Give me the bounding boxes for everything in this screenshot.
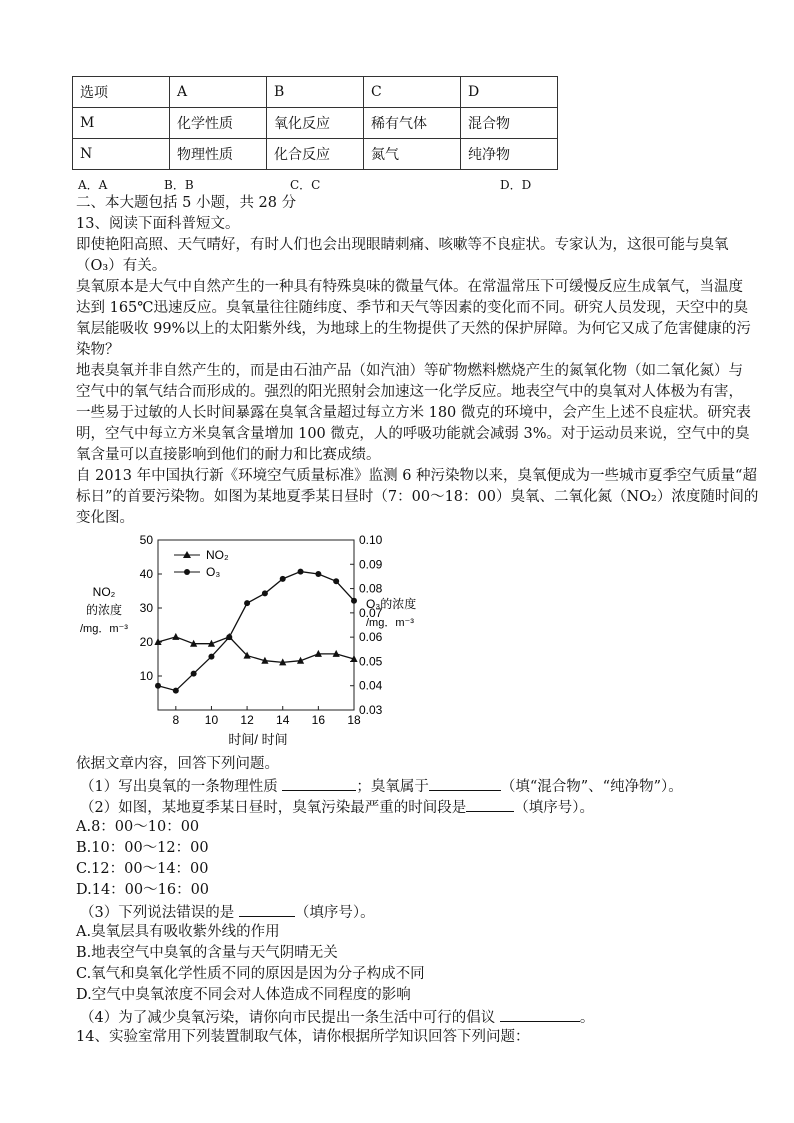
section-heading: 二、本大题包括 5 小题，共 28 分	[76, 195, 297, 211]
left-tick-label: 50	[139, 533, 153, 547]
question-1-part-c: （填“混合物”、“纯净物”）。	[500, 779, 683, 795]
question-3-option: B.地表空气中臭氧的含量与天气阴晴无关	[76, 945, 338, 961]
question-2-option: B.10：00～12：00	[76, 840, 209, 856]
right-tick-label: 0.10	[359, 533, 383, 547]
table-cell: N	[73, 139, 170, 170]
left-tick-label: 10	[139, 669, 153, 683]
table-cell: 氮气	[364, 139, 461, 170]
article-line: 氧层能吸收 99%以上的太阳紫外线，为地球上的生物提供了天然的保护屏障。为何它又成了危害健康的污	[76, 321, 751, 337]
question-1-part-a: （1）写出臭氧的一条物理性质	[80, 779, 283, 795]
x-tick-label: 8	[172, 713, 180, 727]
article-line: 达到 165℃迅速反应。臭氧量往往随纬度、季节和天气等因素的变化而不同。研究人员发现，天空中的臭	[76, 300, 749, 316]
article-line: 一些易于过敏的人长时间暴露在臭氧含量超过每立方米 180 微克的环境中，会产生上述不良症状。研究表	[76, 405, 751, 421]
ozone-no2-chart	[80, 530, 417, 752]
o3-data-point	[262, 590, 268, 596]
o3-data-point	[298, 569, 304, 575]
article-line: 变化图。	[76, 510, 134, 526]
table-cell: C	[364, 77, 461, 108]
x-tick-label: 12	[240, 713, 254, 727]
table-cell: 选项	[73, 77, 170, 108]
legend-no2-label: NO₂	[206, 548, 229, 562]
article-line: 自 2013 年中国执行新《环境空气质量标准》监测 6 种污染物以来，臭氧便成为一些城市夏季空气质量“超	[76, 468, 757, 484]
table-cell: 化合反应	[267, 139, 364, 170]
right-tick-label: 0.06	[359, 630, 383, 645]
table-cell: 纯净物	[461, 139, 558, 170]
x-tick-label: 16	[311, 713, 326, 727]
o3-data-point	[191, 671, 197, 677]
question-2-option: C.12：00～14：00	[76, 861, 209, 877]
question-3-option: C.氧气和臭氧化学性质不同的原因是因为分子构成不同	[76, 966, 425, 982]
question-3	[80, 901, 375, 924]
question-2	[80, 796, 594, 819]
right-tick-label: 0.08	[359, 581, 383, 596]
answer-option-d: D．D	[500, 178, 532, 192]
x-tick-label: 10	[204, 713, 219, 727]
left-tick-label: 20	[139, 635, 153, 649]
question-4	[80, 1006, 594, 1029]
o3-data-point	[155, 683, 161, 689]
question-13-title: 13、阅读下面科普短文。	[76, 216, 240, 232]
article-line: 臭氧原本是大气中自然产生的一种具有特殊臭味的微量气体。在常温常压下可缓慢反应生成氧气，当温度	[76, 279, 743, 295]
o3-data-point	[351, 598, 357, 604]
article-line: 地表臭氧并非自然产生的，而是由石油产品（如汽油）等矿物燃料燃烧产生的氮氧化物（如二氧化氮）与	[76, 363, 743, 379]
options-table	[72, 76, 558, 170]
table-row	[73, 108, 558, 139]
right-tick-label: 0.07	[359, 605, 383, 620]
left-axis-label-line3: /mg．m⁻³	[80, 623, 128, 635]
x-axis-label: 时间/ 时间	[228, 732, 288, 747]
article-line: （O₃）有关。	[76, 258, 167, 274]
table-cell: B	[267, 77, 364, 108]
right-axis-label-line1: O₃的浓度	[366, 597, 417, 611]
table-cell: A	[170, 77, 267, 108]
table-row	[73, 139, 558, 170]
table-cell: M	[73, 108, 170, 139]
right-tick-label: 0.05	[359, 654, 383, 669]
o3-data-point	[315, 571, 321, 577]
left-axis-label-line2: 的浓度	[85, 603, 123, 617]
o3-data-point	[208, 654, 214, 660]
article-line: 氧含量可以直接影响到他们的耐力和比赛成绩。	[76, 447, 381, 463]
answer-option-b: B．B	[164, 178, 194, 192]
o3-data-point	[173, 688, 179, 694]
answer-blank[interactable]	[282, 775, 356, 791]
question-4-part-b: 。	[579, 1010, 595, 1026]
table-cell: 氧化反应	[267, 108, 364, 139]
left-tick-label: 40	[139, 567, 153, 581]
right-axis-label-line2: /mg．m⁻³	[366, 617, 414, 629]
article-line: 明，空气中每立方米臭氧含量增加 100 微克，人的呼吸功能就会减弱 3%。对于运动员来说，空气中的臭	[76, 426, 750, 442]
question-2-option: D.14：00～16：00	[76, 882, 210, 898]
answer-blank[interactable]	[500, 1006, 580, 1022]
right-tick-label: 0.04	[359, 678, 383, 693]
article-line: 即使艳阳高照、天气晴好，有时人们也会出现眼睛刺痛、咳嗽等不良症状。专家认为，这很可能与臭氧	[76, 237, 729, 253]
x-tick-label: 14	[276, 713, 290, 727]
article-line: 染物？	[76, 342, 120, 358]
o3-data-point	[244, 600, 250, 606]
table-cell: 化学性质	[170, 108, 267, 139]
left-tick-label: 30	[139, 601, 153, 615]
plot-frame	[158, 540, 354, 710]
question-14-title: 14、实验室常用下列装置制取气体，请你根据所学知识回答下列问题：	[76, 1029, 530, 1045]
table-cell: 稀有气体	[364, 108, 461, 139]
o3-data-point	[280, 576, 286, 582]
question-4-part-a: （4）为了减少臭氧污染，请你向市民提出一条生活中可行的倡议	[80, 1010, 500, 1026]
table-header-row	[73, 77, 558, 108]
right-tick-label: 0.09	[359, 557, 383, 572]
question-3-option: A.臭氧层具有吸收紫外线的作用	[76, 924, 280, 940]
question-2-option: A.8：00～10：00	[76, 819, 200, 835]
table-cell: 混合物	[461, 108, 558, 139]
table-cell: 物理性质	[170, 139, 267, 170]
question-1-part-b: ；臭氧属于	[356, 779, 429, 795]
article-line: 标日”的首要污染物。如图为某地夏季某日昼时（7：00～18：00）臭氧、二氧化氮（NO₂）浓度随时间的	[76, 489, 759, 505]
answer-option-a: A．A	[78, 178, 108, 192]
table-cell: D	[461, 77, 558, 108]
legend-o3-label: O₃	[206, 565, 221, 579]
o3-data-point	[226, 634, 232, 640]
no2-series-line	[158, 637, 354, 663]
left-axis-label-line1: NO₂	[92, 585, 116, 599]
right-tick-label: 0.03	[359, 703, 383, 717]
question-1	[80, 775, 683, 798]
questions-intro: 依据文章内容，回答下列问题。	[76, 756, 279, 772]
article-line: 空气中的氧气结合而形成的。强烈的阳光照射会加速这一化学反应。地表空气中的臭氧对人体极为有害，	[76, 384, 743, 400]
question-3-option: D.空气中臭氧浓度不同会对人体造成不同程度的影响	[76, 987, 411, 1003]
no2-data-point	[172, 633, 179, 640]
answer-blank[interactable]	[239, 901, 295, 917]
question-2-part-b: （填序号）。	[514, 800, 594, 816]
o3-series-line	[158, 572, 354, 691]
answer-blank[interactable]	[429, 775, 501, 791]
answer-blank[interactable]	[466, 796, 514, 812]
x-tick-label: 18	[347, 713, 361, 727]
question-3-part-b: （填序号）。	[294, 905, 375, 921]
o3-data-point	[333, 578, 339, 584]
answer-option-c: C．C	[290, 178, 321, 192]
legend-o3-marker	[184, 569, 190, 575]
question-3-part-a: （3）下列说法错误的是	[80, 905, 239, 921]
question-2-part-a: （2）如图，某地夏季某日昼时，臭氧污染最严重的时间段是	[80, 800, 467, 816]
